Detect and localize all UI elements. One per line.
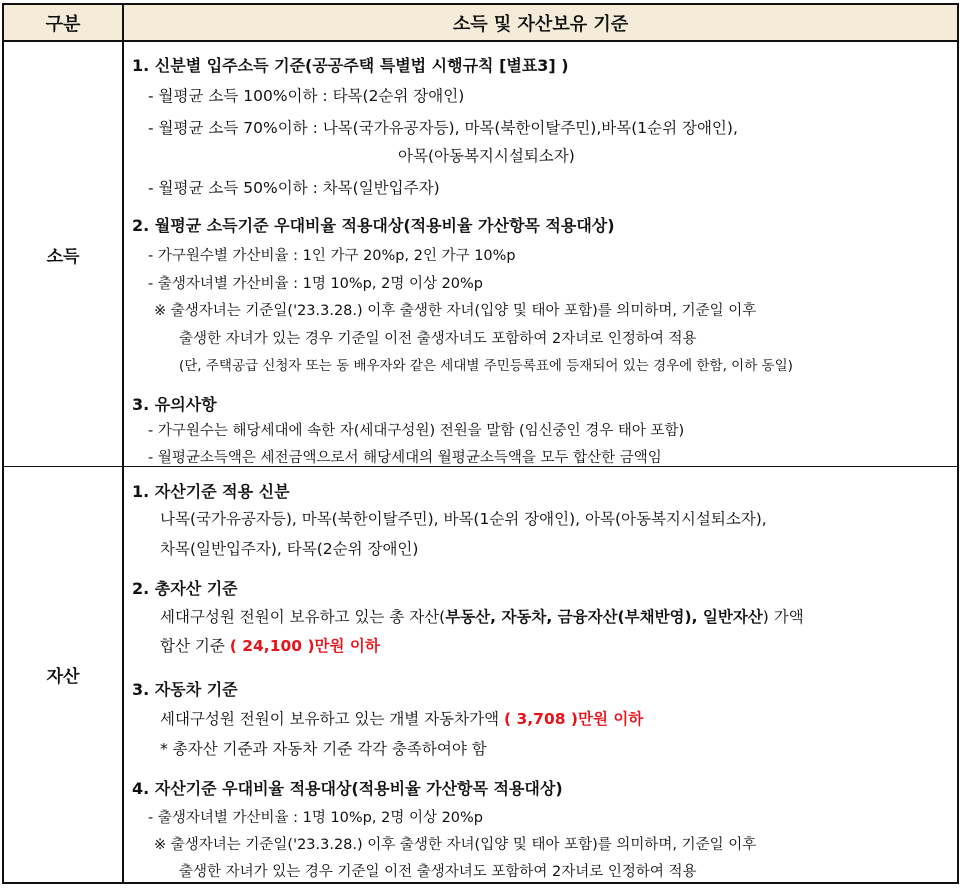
assets-text: 세대구성원 전원이 보유하고 있는 개별 자동차가액: [160, 710, 504, 728]
assets-text: 세대구성원 전원이 보유하고 있는 총 자산(: [160, 608, 446, 626]
income-section1-title: 1. 신분별 입주소득 기준(공공주택 특별법 시행규칙 [별표3] ): [132, 56, 569, 75]
assets-text: ) 가액: [762, 608, 804, 626]
income-line: - 월평균 소득 70%이하 : 나목(국가유공자등), 마목(북한이탈주민),바목(1순위 장애인),: [148, 119, 738, 137]
vehicle-limit: ( 3,708 )만원 이하: [504, 710, 644, 728]
header-criteria: 소득 및 자산보유 기준: [452, 13, 629, 35]
assets-section2-title: 2. 총자산 기준: [132, 579, 238, 598]
assets-section4-title: 4. 자산기준 우대비율 적용대상(적용비율 가산항목 적용대상): [132, 779, 563, 798]
total-asset-limit: ( 24,100 )만원 이하: [229, 637, 380, 655]
assets-bold-text: 부동산, 자동차, 금융자산(부채반영), 일반자산: [445, 608, 763, 626]
assets-line: [160, 605, 804, 627]
header-category: 구분: [4, 5, 124, 40]
income-section2-title: 2. 월평균 소득기준 우대비율 적용대상(적용비율 가산항목 적용대상): [132, 216, 615, 235]
assets-label: 자산: [4, 467, 124, 882]
income-label: 소득: [4, 42, 124, 466]
income-note: ※ 출생자녀는 기준일('23.3.28.) 이후 출생한 자녀(입양 및 태아 포함)를 의미하며, 기준일 이후: [154, 303, 757, 319]
income-note: 출생한 자녀가 있는 경우 기준일 이전 출생자녀도 포함하여 2자녀로 인정하여 적용: [179, 331, 697, 347]
income-line: - 가구원수별 가산비율 : 1인 가구 20%p, 2인 가구 10%p: [148, 248, 516, 264]
assets-line: 나목(국가유공자등), 마목(북한이탈주민), 바목(1순위 장애인), 아목(아동복지시설퇴소자),: [160, 510, 767, 528]
income-note: (단, 주택공급 신청자 또는 동 배우자와 같은 세대별 주민등록표에 등재되어 있는 경우에 한함, 이하 동일): [179, 358, 793, 374]
assets-line: 차목(일반입주자), 타목(2순위 장애인): [160, 540, 419, 558]
assets-text: 합산 기준: [160, 637, 230, 655]
assets-note: 출생한 자녀가 있는 경우 기준일 이전 출생자녀도 포함하여 2자녀로 인정하여 적용: [179, 864, 697, 880]
assets-row: [4, 467, 957, 882]
assets-content: [124, 467, 957, 882]
income-section3-title: 3. 유의사항: [132, 395, 217, 414]
income-line: - 월평균 소득 100%이하 : 타목(2순위 장애인): [148, 87, 465, 105]
table-header: [4, 5, 957, 42]
assets-line: * 총자산 기준과 자동차 기준 각각 충족하여야 함: [160, 740, 487, 758]
income-content: [124, 42, 957, 466]
income-line: - 가구원수는 해당세대에 속한 자(세대구성원) 전원을 말함 (임신중인 경우 태아 포함): [148, 423, 685, 439]
assets-section1-title: 1. 자산기준 적용 신분: [132, 482, 290, 501]
income-line: - 월평균소득액은 세전금액으로서 해당세대의 월평균소득액을 모두 합산한 금액임: [148, 450, 662, 466]
assets-line: [160, 707, 643, 729]
assets-note: ※ 출생자녀는 기준일('23.3.28.) 이후 출생한 자녀(입양 및 태아 포함)를 의미하며, 기준일 이후: [154, 837, 757, 853]
assets-line: [160, 634, 380, 656]
income-row: [4, 42, 957, 467]
assets-line: - 출생자녀별 가산비율 : 1명 10%p, 2명 이상 20%p: [148, 810, 484, 826]
income-line: - 출생자녀별 가산비율 : 1명 10%p, 2명 이상 20%p: [148, 276, 484, 292]
assets-section3-title: 3. 자동차 기준: [132, 680, 238, 699]
income-line: 아목(아동복지시설퇴소자): [398, 147, 575, 165]
income-line: - 월평균 소득 50%이하 : 차목(일반입주자): [148, 179, 440, 197]
criteria-table: [2, 3, 959, 884]
